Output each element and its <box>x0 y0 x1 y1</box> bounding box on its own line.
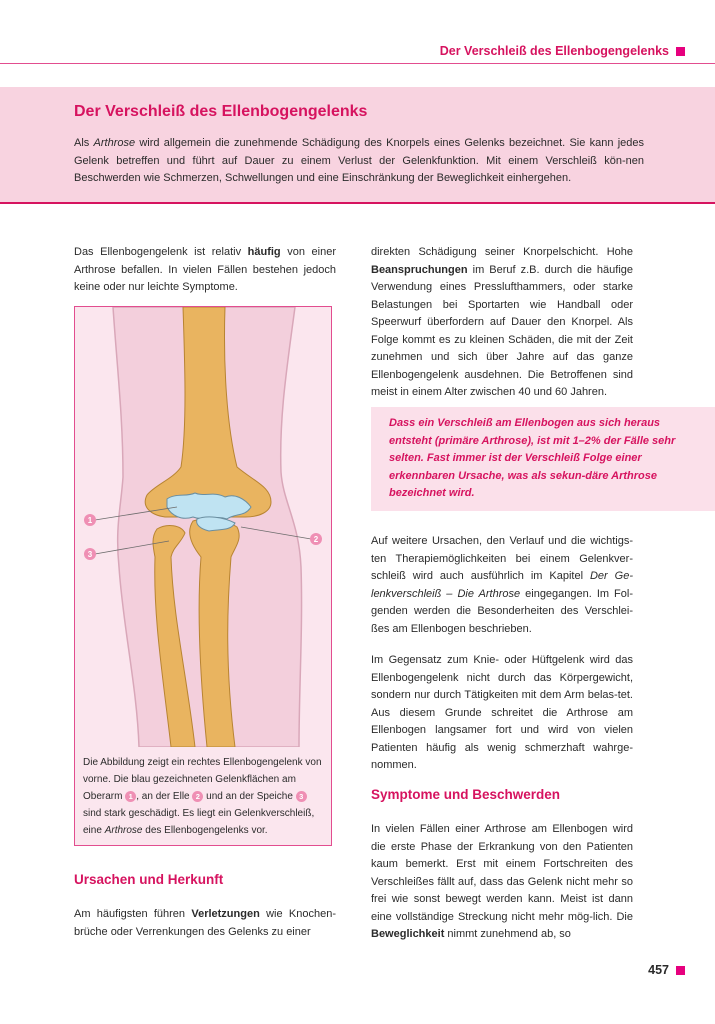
symptoms-pre: In vielen Fällen einer Arthrose am Ellenbogen wird die erste Phase der Erkrankung von den Patienten kaum bemerkt. Erst mit einem Fortschreiten des Verschleißes fällt auf, dass das Gelenk nicht mehr so frei wie sonst bewegt werden kann. Meist ist dann eine vollständige Streckung nicht mehr mög-lich. Die <box>371 823 633 923</box>
left-intro-pre: Das Ellenbogengelenk ist relativ <box>74 246 248 258</box>
highlight-box <box>371 407 715 511</box>
right-p1-bold: Beanspruchungen <box>371 263 468 276</box>
caption-part-3: und an der Speiche <box>203 791 296 802</box>
symptoms-post: nimmt zunehmend ab, so <box>444 928 571 940</box>
intro-text <box>74 135 644 188</box>
caption-part-4: sind stark geschädigt. Es liegt ein Gelenkverschleiß, eine <box>83 808 315 836</box>
marker-2-label: 2 <box>313 535 319 544</box>
square-marker-icon <box>676 47 685 56</box>
section-title-symptoms: Symptome und Beschwerden <box>371 787 561 802</box>
right-paragraph-1 <box>371 244 633 402</box>
section-title-causes: Ursachen und Herkunft <box>74 872 224 887</box>
page-number <box>648 963 685 977</box>
left-intro-post: von einer Arthrose befallen. In vielen Fällen bestehen jedoch keine oder nur leichte Symptome. <box>74 246 336 293</box>
running-header <box>440 44 685 58</box>
figure-caption <box>83 754 323 839</box>
symptoms-bold: Beweglichkeit <box>371 928 445 940</box>
right-p3-text: Im Gegensatz zum Knie- oder Hüftgelenk wird das Ellenbogengelenk nicht durch das Körpergewicht, sondern nur durch Tätigkeiten mit dem Arm belas-tet. Aus diesem Grunde schreitet die Arthrose am Ellenbogen langsamer fort und wird von vielen Patienten häufig als wenig schmerzhaft wahrge-nommen. <box>371 654 633 771</box>
page-number-text: 457 <box>648 963 669 977</box>
cartilage-humerus <box>167 493 251 519</box>
caption-part-1: Die Abbildung zeigt ein rechtes Ellenbogengelenk von vorne. Die blau gezeichneten Gelenkflächen am Oberarm <box>83 757 322 802</box>
elbow-figure <box>74 306 332 846</box>
causes-paragraph <box>74 906 336 941</box>
left-intro-bold: häufig <box>247 246 281 258</box>
right-p2-pre: Auf weitere Ursachen, den Verlauf und die wichtigs-ten Therapiemöglichkeiten bei einem Gelenkver-schleiß wird auch ausführlich im Kapitel <box>371 535 633 582</box>
header-rule <box>0 63 715 64</box>
marker-1-label: 1 <box>87 516 93 525</box>
page-title: Der Verschleiß des Ellenbogengelenks <box>74 103 368 120</box>
symptoms-paragraph <box>371 821 633 944</box>
causes-bold: Verletzungen <box>191 908 260 920</box>
caption-number-1: 1 <box>125 791 136 802</box>
causes-pre: Am häufigsten führen <box>74 908 192 920</box>
square-marker-icon <box>676 966 685 975</box>
right-p2-post: eingegangen. Im Fol-genden werden die Besonderheiten des Verschlei-ßes am Ellenbogen beschrieben. <box>371 587 633 635</box>
left-intro-paragraph <box>74 244 336 297</box>
caption-part-5: des Ellenbogengelenks vor. <box>142 825 268 836</box>
running-header-title: Der Verschleiß des Ellenbogengelenks <box>439 44 669 58</box>
caption-em: Arthrose <box>104 825 143 836</box>
highlight-text: Dass ein Verschleiß am Ellenbogen aus sich heraus entsteht (primäre Arthrose), ist mit 1–2% der Fälle sehr selten. Fast immer ist der Verschleiß Folge einer erkennbaren Ursache, was als sekun-däre Arthrose bezeichnet wird. <box>389 417 676 499</box>
caption-number-2: 2 <box>192 791 203 802</box>
right-paragraph-2 <box>371 533 633 638</box>
right-p2-em: Der Ge-lenkverschleiß – Die Arthrose <box>371 570 633 600</box>
causes-post: wie Knochen-brüche oder Verrenkungen des Gelenks zu einer <box>74 908 336 938</box>
intro-text-post: wird allgemein die zunehmende Schädigung des Knorpels eines Gelenks bezeichnet. Sie kann jedes Gelenk betreffen und führt auf Dauer zu einem Verlust der Gelenkfunktion. Mit einem Verschleiß kön-nen Beschwerden wie Schmerzen, Schwellungen und eine Einschränkung der Beweglichkeit einhergehen. <box>74 137 644 184</box>
caption-number-3: 3 <box>296 791 307 802</box>
intro-text-pre: Als <box>74 137 94 149</box>
right-paragraph-3 <box>371 652 633 775</box>
intro-text-em: Arthrose <box>93 137 136 149</box>
elbow-illustration <box>75 307 331 747</box>
marker-3-label: 3 <box>87 550 93 559</box>
right-p1-pre: direkten Schädigung seiner Knorpelschicht. Hohe <box>371 246 633 258</box>
caption-part-2: , an der Elle <box>136 791 193 802</box>
intro-box <box>0 87 715 204</box>
right-p1-post: im Beruf z.B. durch die häufige Verwendung eines Presslufthammers, oder starke Belastungen bei Sportarten wie Handball oder Speerwurf überfordern auf Dauer den Knorpel. Als Folge kommt es zu kleinen Schäden, die mit der Zeit zunehmen und sich über Jahre auf das ganze Ellenbogengelenk ausdehnen. Die Betroffenen sind meist in einem Alter zwischen 40 und 60 Jahren. <box>371 263 633 398</box>
